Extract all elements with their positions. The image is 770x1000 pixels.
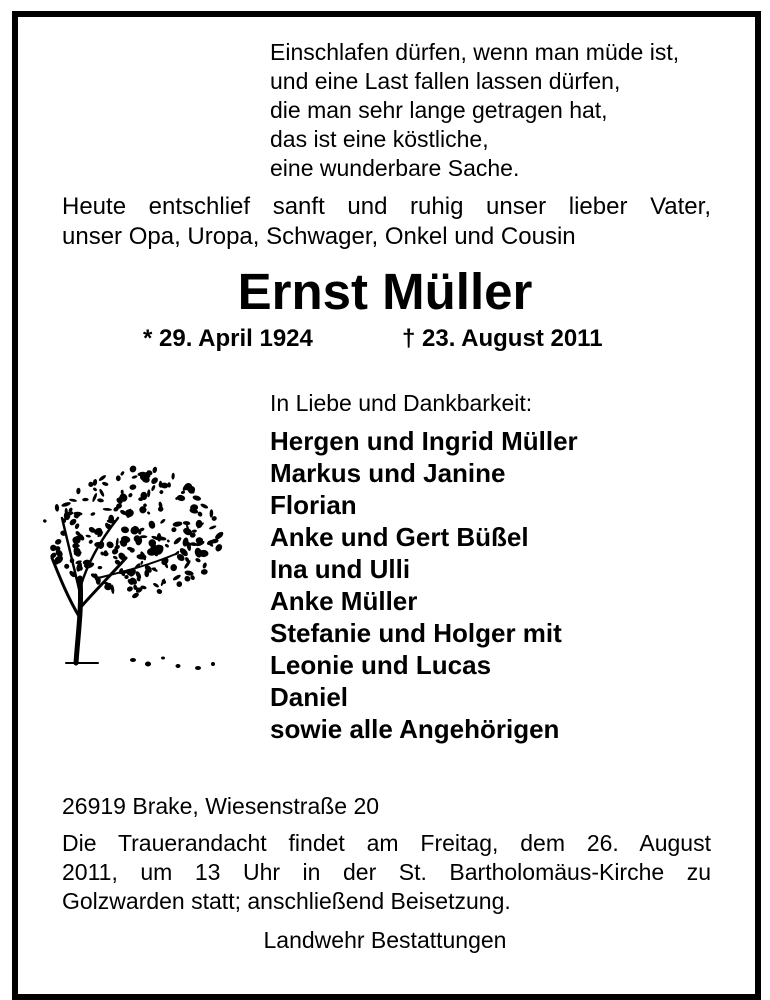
birth-date: * 29. April 1924 [143,325,313,352]
poem-line: das ist eine köstliche, [270,126,489,152]
service-line: 2011, um 13 Uhr in der St. Bartholomäus-Kirche zu [62,859,711,885]
family-member: Markus und Janine [270,458,506,488]
poem [270,38,679,183]
intro-text [62,192,711,252]
family-member: Stefanie und Holger mit [270,618,562,648]
service-line: Golzwarden statt; anschließend Beisetzung. [62,888,511,914]
poem-line: und eine Last fallen lassen dürfen, [270,68,621,94]
poem-line: die man sehr lange getragen hat, [270,97,608,123]
family-member: Hergen und Ingrid Müller [270,426,578,456]
address: 26919 Brake, Wiesenstraße 20 [62,793,380,819]
poem-line: Einschlafen dürfen, wenn man müde ist, [270,39,680,65]
family-member: Leonie und Lucas [270,650,492,680]
family-list [270,425,578,745]
service-info [62,829,711,916]
undertaker: Landwehr Bestattungen [263,927,507,953]
deceased-name: Ernst Müller [237,263,533,320]
family-member: Anke und Gert Büßel [270,522,529,552]
thanks-line: In Liebe und Dankbarkeit: [270,390,533,416]
intro-line: unser Opa, Uropa, Schwager, Onkel und Cousin [62,223,576,250]
family-member: Ina und Ulli [270,554,411,584]
death-date: † 23. August 2011 [402,325,603,352]
tree-icon [38,458,228,678]
family-member: sowie alle Angehörigen [270,714,560,744]
service-line: Die Trauerandacht findet am Freitag, dem 26. August [62,830,711,856]
family-member: Daniel [270,682,349,712]
intro-line: Heute entschlief sanft und ruhig unser lieber Vater, [62,193,711,220]
family-member: Anke Müller [270,586,418,616]
family-member: Florian [270,490,357,520]
poem-line: eine wunderbare Sache. [270,155,520,181]
